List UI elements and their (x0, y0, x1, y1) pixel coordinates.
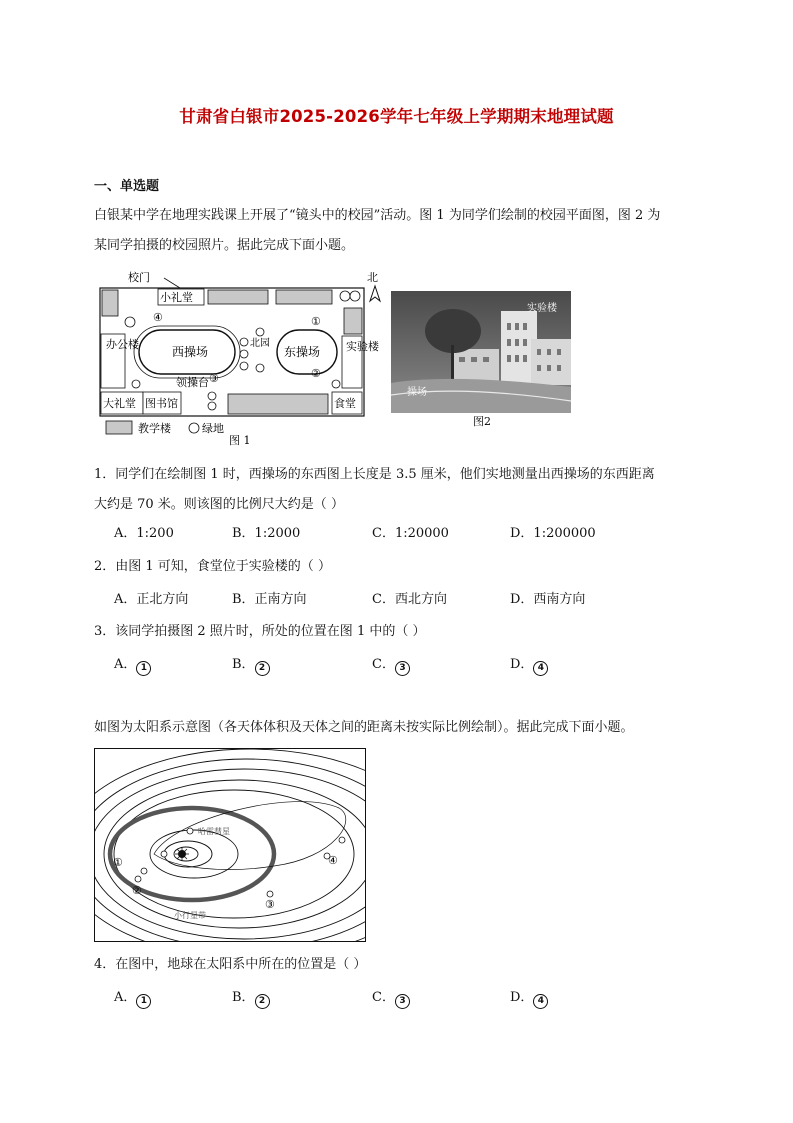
map-marker-1: ① (311, 315, 321, 328)
east-field-label: 东操场 (284, 345, 321, 359)
figure-1-caption: 图 1 (229, 434, 251, 447)
q3-option-a[interactable]: A． 1 (114, 655, 151, 676)
canteen-label: 食堂 (334, 397, 356, 410)
circled-number-3: 3 (395, 994, 410, 1009)
north-arrow-icon (370, 286, 380, 301)
intro-paragraph-1 (94, 201, 706, 261)
west-field-label: 西操场 (172, 345, 209, 359)
small-hall-label: 小礼堂 (160, 291, 193, 304)
circled-number-2: 2 (255, 661, 270, 676)
circled-number-4: 4 (533, 994, 548, 1009)
question-2-stem: 2．由图 1 可知，食堂位于实验楼的（ ） (94, 559, 331, 574)
circled-number-4: 4 (533, 661, 548, 676)
question-3-stem: 3．该同学拍摄图 2 照片时，所处的位置在图 1 中的（ ） (94, 624, 426, 639)
question-1 (94, 460, 655, 520)
q4-option-d[interactable]: D． 4 (510, 988, 548, 1009)
campus-map-figure (96, 268, 386, 448)
solar-marker-3: ③ (265, 898, 275, 911)
gate-label: 校门 (128, 271, 150, 284)
platform-label: 领操台 (176, 376, 209, 389)
field-photo-label: 操场 (407, 387, 427, 398)
office-label: 办公楼 (106, 338, 139, 351)
q2-option-a[interactable]: A．正北方向 (114, 592, 189, 607)
q1-option-c[interactable]: C．1:20000 (372, 526, 449, 541)
page-title: 甘肃省白银市2025-2026学年七年级上学期期末地理试题 (179, 107, 614, 126)
circled-number-3: 3 (395, 661, 410, 676)
north-garden-label: 北园 (250, 338, 270, 349)
sun-icon (175, 847, 189, 861)
campus-photo-figure (391, 291, 571, 429)
solar-marker-4: ④ (328, 854, 338, 867)
figure-2-caption: 图2 (473, 415, 491, 428)
q1-option-b[interactable]: B．1:2000 (232, 526, 301, 541)
intro-line-2: 某同学拍摄的校园照片。据此完成下面小题。 (94, 238, 355, 253)
legend-teaching-label: 教学楼 (138, 422, 171, 435)
question-1-line-1: 1．同学们在绘制图 1 时，西操场的东西图上长度是 3.5 厘米，他们实地测量出西操场的东西距离 (94, 467, 655, 482)
lab-label: 实验楼 (346, 340, 379, 353)
q3-option-d[interactable]: D． 4 (510, 655, 548, 676)
intro-paragraph-2: 如图为太阳系示意图（各天体体积及天体之间的距离未按实际比例绘制）。据此完成下面小题。 (94, 720, 634, 735)
asteroid-belt-label: 小行星带 (174, 911, 206, 920)
q3-option-c[interactable]: C． 3 (372, 655, 410, 676)
question-4-stem: 4．在图中，地球在太阳系中所在的位置是（ ） (94, 957, 367, 972)
legend-green-icon (189, 423, 199, 433)
question-1-line-2: 大约是 70 米。则该图的比例尺大约是（ ） (94, 497, 344, 512)
comet-label: 哈雷彗星 (198, 827, 230, 836)
figure-frame (95, 749, 366, 942)
q1-option-d[interactable]: D．1:200000 (510, 526, 596, 541)
circled-number-1: 1 (136, 994, 151, 1009)
lab-photo-label: 实验楼 (527, 303, 557, 314)
intro-line-1: 白银某中学在地理实践课上开展了“镜头中的校园”活动。图 1 为同学们绘制的校园平面图，图 2 为 (94, 208, 661, 223)
q4-option-b[interactable]: B． 2 (232, 988, 270, 1009)
q4-option-a[interactable]: A． 1 (114, 988, 151, 1009)
q1-option-a[interactable]: A．1:200 (114, 526, 174, 541)
circled-number-1: 1 (136, 661, 151, 676)
map-marker-2: ② (311, 367, 321, 380)
solar-marker-2: ② (132, 884, 142, 897)
north-label: 北 (367, 271, 378, 284)
map-marker-3: ③ (209, 372, 219, 385)
legend-teaching-swatch (106, 421, 132, 434)
q2-option-d[interactable]: D．西南方向 (510, 592, 586, 607)
legend-green-label: 绿地 (202, 422, 224, 435)
q3-option-b[interactable]: B． 2 (232, 655, 270, 676)
library-label: 图书馆 (145, 397, 178, 410)
map-marker-4: ④ (153, 311, 163, 324)
circled-number-2: 2 (255, 994, 270, 1009)
solar-system-figure (94, 748, 366, 942)
q2-option-b[interactable]: B．正南方向 (232, 592, 307, 607)
big-hall-label: 大礼堂 (103, 397, 136, 410)
q4-option-c[interactable]: C． 3 (372, 988, 410, 1009)
section-heading: 一、单选题 (94, 179, 160, 194)
solar-marker-1: ① (113, 856, 123, 869)
q2-option-c[interactable]: C．西北方向 (372, 592, 447, 607)
